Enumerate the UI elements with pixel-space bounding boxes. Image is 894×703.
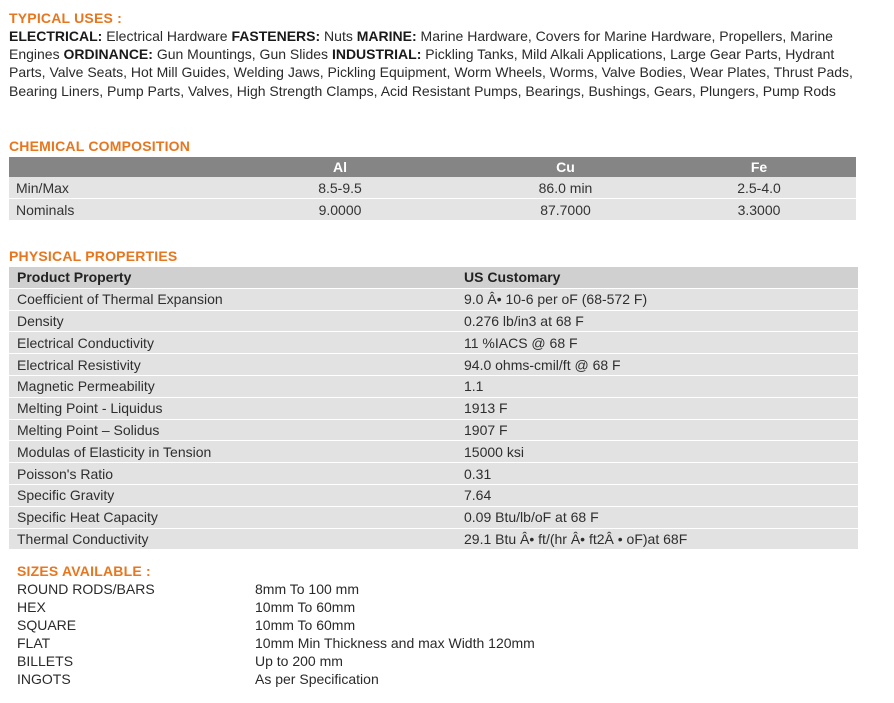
table-cell: 86.0 min <box>469 177 662 199</box>
column-header: Fe <box>662 157 856 177</box>
property-value: 11 %IACS @ 68 F <box>456 332 858 354</box>
column-header <box>9 157 211 177</box>
table-cell: 3.3000 <box>662 199 856 221</box>
property-value: 7.64 <box>456 484 858 506</box>
typical-uses-heading: TYPICAL USES : <box>9 10 123 26</box>
property-value: 0.31 <box>456 463 858 485</box>
table-row <box>9 199 856 221</box>
table-row <box>9 375 858 397</box>
property-name: Magnetic Permeability <box>9 375 456 397</box>
size-shape: INGOTS <box>17 671 71 687</box>
property-name: Density <box>9 310 456 332</box>
uses-label: MARINE: <box>356 28 417 44</box>
property-value: 15000 ksi <box>456 441 858 463</box>
sizes-heading: SIZES AVAILABLE : <box>17 563 151 579</box>
property-value: 0.276 lb/in3 at 68 F <box>456 310 858 332</box>
table-cell: Nominals <box>9 199 211 221</box>
column-header: US Customary <box>456 267 858 288</box>
column-header: Product Property <box>9 267 456 288</box>
size-range: 10mm To 60mm <box>255 617 356 633</box>
table-cell: 8.5-9.5 <box>211 177 469 199</box>
typical-uses-text <box>9 27 869 100</box>
table-cell: 9.0000 <box>211 199 469 221</box>
uses-label: FASTENERS: <box>231 28 321 44</box>
property-value: 29.1 Btu Â• ft/(hr Â• ft2Â • oF)at 68F <box>456 528 858 550</box>
table-row <box>9 332 858 354</box>
table-cell: Min/Max <box>9 177 211 199</box>
size-shape: BILLETS <box>17 653 74 669</box>
table-row <box>9 506 858 528</box>
size-shape: HEX <box>17 599 46 615</box>
property-value: 94.0 ohms-cmil/ft @ 68 F <box>456 354 858 376</box>
size-range: As per Specification <box>255 671 379 687</box>
size-range: 8mm To 100 mm <box>255 581 359 597</box>
property-name: Electrical Conductivity <box>9 332 456 354</box>
sizes-list <box>17 580 535 688</box>
property-name: Specific Heat Capacity <box>9 506 456 528</box>
uses-label: ORDINANCE: <box>63 46 153 63</box>
table-row <box>9 441 858 463</box>
table-cell: 2.5-4.0 <box>662 177 856 199</box>
size-shape: SQUARE <box>17 617 77 633</box>
column-header: Cu <box>469 157 662 177</box>
property-name: Melting Point – Solidus <box>9 419 456 441</box>
uses-label: INDUSTRIAL: <box>331 46 422 63</box>
table-row <box>9 177 856 199</box>
size-shape: ROUND RODS/BARS <box>17 581 155 597</box>
uses-label: ELECTRICAL: <box>9 28 103 44</box>
table-header-row <box>9 157 856 177</box>
property-name: Specific Gravity <box>9 484 456 506</box>
table-row <box>9 354 858 376</box>
property-value: 1.1 <box>456 375 858 397</box>
property-name: Thermal Conductivity <box>9 528 456 550</box>
list-item <box>17 652 535 670</box>
chemical-composition-heading: CHEMICAL COMPOSITION <box>9 138 191 154</box>
uses-text: Electrical Hardware <box>102 28 232 44</box>
uses-text: Pickling Tanks, Mild Alkali Applications, Large Gear Parts, Hydrant Parts, Valve Seats, Hot Mill Guides, Welding Jaws, Pickling Equipment, Worm Wheels, Worms, Valve Bodies, Wear Plates, Thrust Pads, Bearing Liners, Pump Parts, Valves, High Strength Clamps, Acid Resistant Pumps, Bearings, Bushings, Gears, Plungers, Pump Rods <box>9 46 853 99</box>
table-cell: 87.7000 <box>469 199 662 221</box>
list-item <box>17 670 535 688</box>
size-range: 10mm Min Thickness and max Width 120mm <box>255 635 535 651</box>
column-header: Al <box>211 157 469 177</box>
property-name: Melting Point - Liquidus <box>9 397 456 419</box>
list-item <box>17 616 535 634</box>
property-name: Coefficient of Thermal Expansion <box>9 288 456 310</box>
table-row <box>9 310 858 332</box>
table-row <box>9 397 858 419</box>
property-value: 9.0 Â• 10-6 per oF (68-572 F) <box>456 288 858 310</box>
table-header-row <box>9 267 858 288</box>
uses-text: Gun Mountings, Gun Slides <box>152 46 332 63</box>
property-name: Electrical Resistivity <box>9 354 456 376</box>
physical-properties-table <box>9 267 858 550</box>
table-row <box>9 463 858 485</box>
list-item <box>17 598 535 616</box>
physical-properties-heading: PHYSICAL PROPERTIES <box>9 248 178 264</box>
table-row <box>9 288 858 310</box>
table-row <box>9 419 858 441</box>
table-row <box>9 484 858 506</box>
uses-text: Marine Hardware, Covers for Marine Hardware, Propellers, Marine Engines <box>9 28 833 63</box>
uses-text: Nuts <box>320 28 357 44</box>
size-range: 10mm To 60mm <box>255 599 356 615</box>
property-value: 1907 F <box>456 419 858 441</box>
property-name: Poisson's Ratio <box>9 463 456 485</box>
list-item <box>17 634 535 652</box>
size-shape: FLAT <box>17 635 51 651</box>
property-name: Modulas of Elasticity in Tension <box>9 441 456 463</box>
property-value: 1913 F <box>456 397 858 419</box>
list-item <box>17 580 535 598</box>
size-range: Up to 200 mm <box>255 653 343 669</box>
property-value: 0.09 Btu/lb/oF at 68 F <box>456 506 858 528</box>
table-row <box>9 528 858 550</box>
chemical-composition-table <box>9 157 856 220</box>
